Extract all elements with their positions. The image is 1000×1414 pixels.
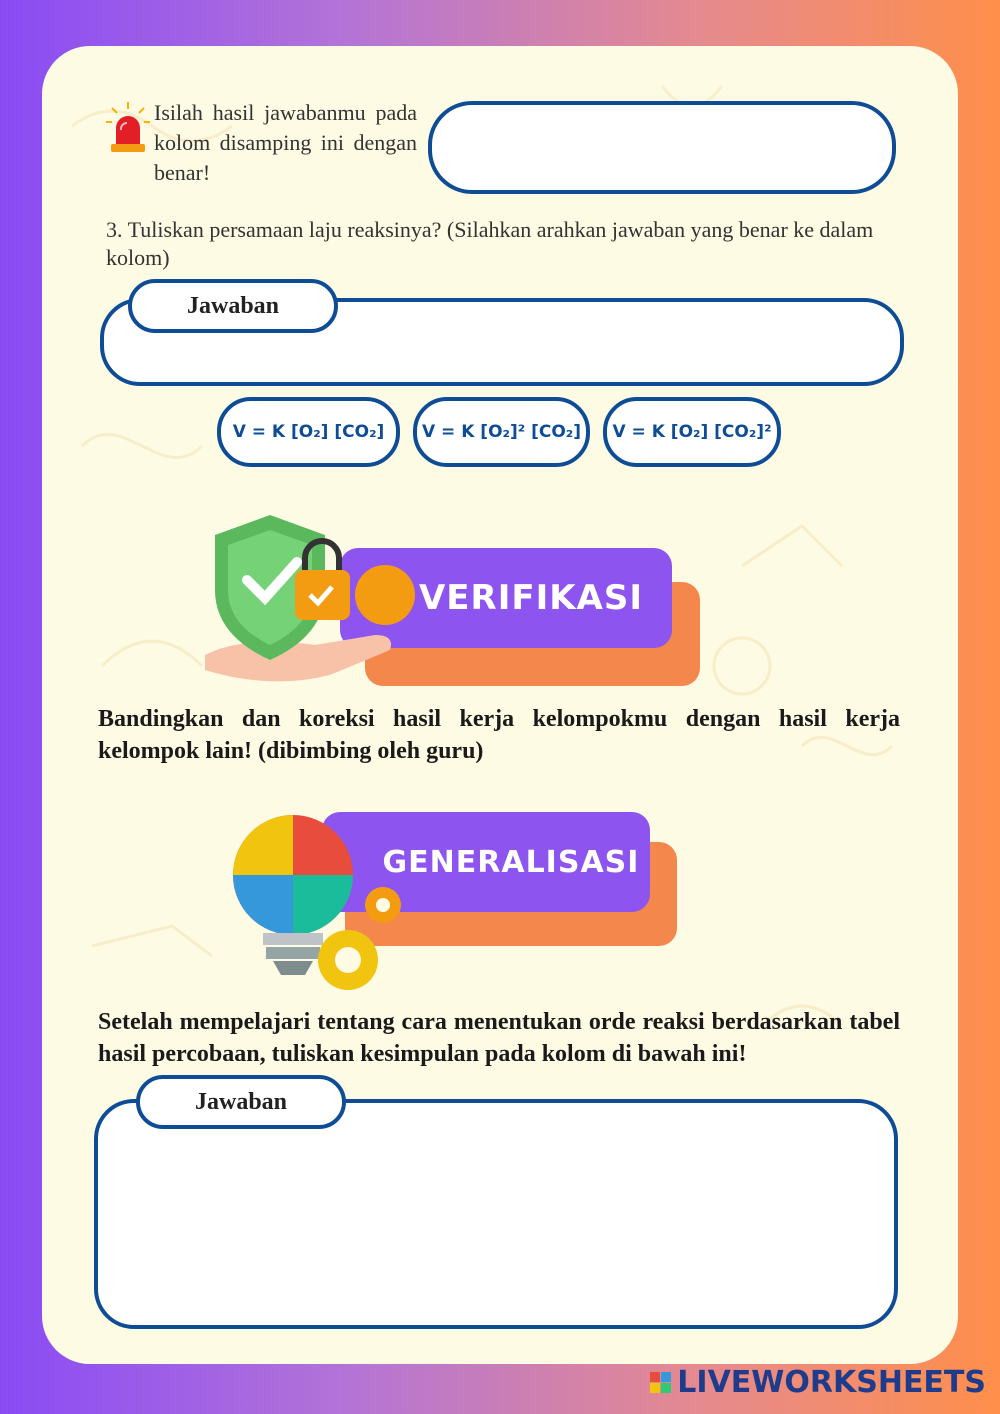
option-1-button[interactable]	[217, 397, 400, 467]
answer-tab-label-1: Jawaban	[128, 279, 338, 333]
option-1-label: V = K [O₂] [CO₂]	[232, 422, 385, 442]
liveworksheets-logo	[650, 1365, 986, 1400]
answer-box-2[interactable]	[94, 1099, 898, 1329]
verifikasi-title: VERIFIKASI	[418, 578, 644, 618]
option-2-button[interactable]	[413, 397, 590, 467]
generalisasi-title: GENERALISASI	[382, 844, 640, 880]
verifikasi-text: Bandingkan dan koreksi hasil kerja kelompokmu dengan hasil kerja kelompok lain! (dibimbing oleh guru)	[98, 706, 900, 764]
option-3-button[interactable]	[603, 397, 781, 467]
brand-text: LIVEWORKSHEETS	[677, 1365, 986, 1400]
question-text: 3. Tuliskan persamaan laju reaksinya? (Silahkan arahkan jawaban yang benar ke dalam kolom)	[106, 217, 874, 270]
puzzle-lightbulb-gears-icon	[228, 805, 418, 995]
answer-tab-label-2: Jawaban	[136, 1075, 346, 1129]
liveworksheets-mark-icon	[650, 1372, 671, 1393]
generalisasi-text: Setelah mempelajari tentang cara menentukan orde reaksi berdasarkan tabel hasil percobaan, tuliskan kesimpulan pada kolom di bawah ini!	[98, 1009, 900, 1067]
answer-drop-box[interactable]	[428, 101, 896, 194]
instruction-text: Isilah hasil jawabanmu pada kolom disamping ini dengan benar!	[154, 100, 417, 185]
option-3-label: V = K [O₂] [CO₂]²	[612, 422, 772, 442]
shield-lock-hand-icon	[185, 505, 425, 700]
option-2-label: V = K [O₂]² [CO₂]	[421, 422, 582, 442]
